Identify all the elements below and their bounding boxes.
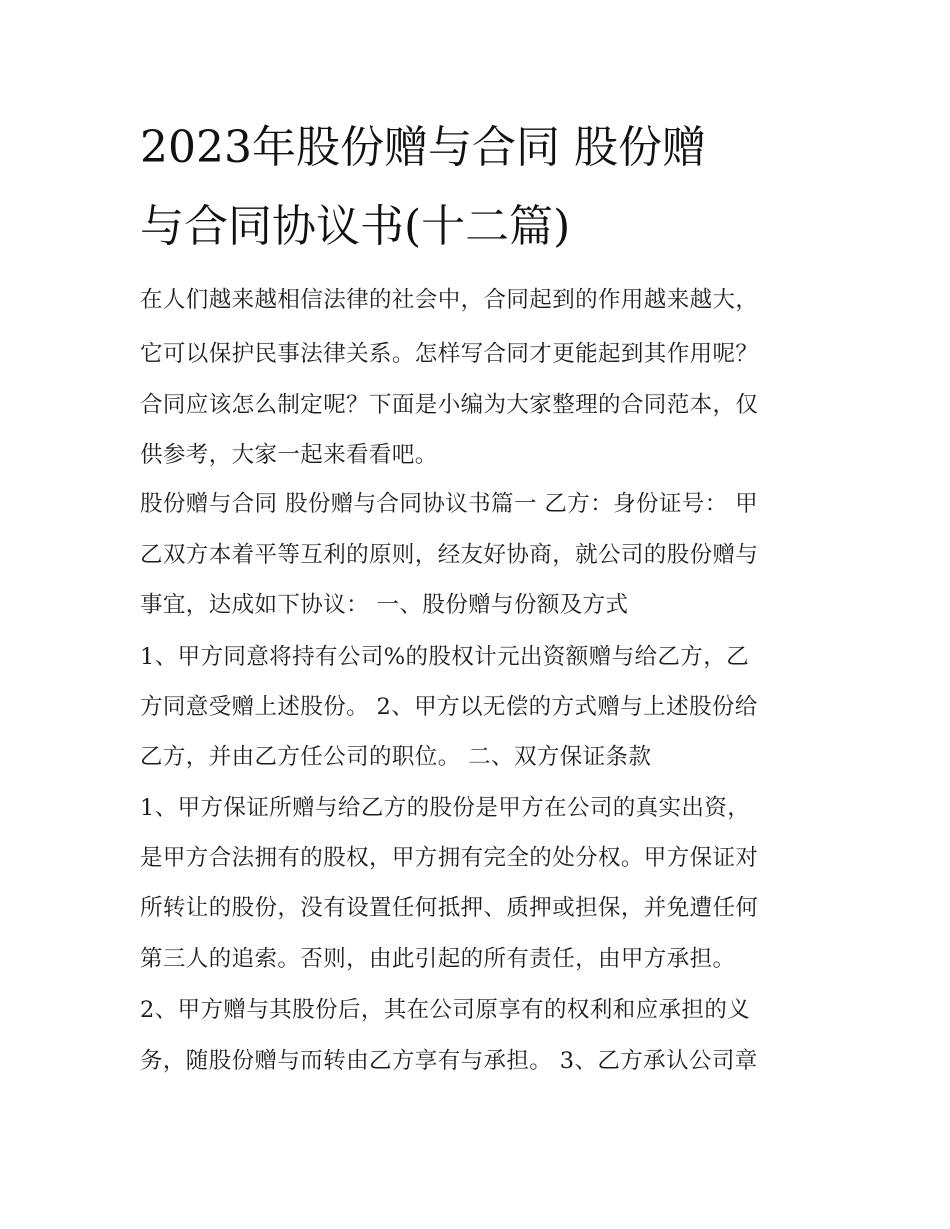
- body-line: 2、甲方赠与其股份后，其在公司原享有的权利和应承担的义: [140, 997, 751, 1023]
- body-line: 务，随股份赠与而转由乙方享有与承担。 3、乙方承认公司章: [140, 1048, 758, 1074]
- body-line: 所转让的股份，没有设置任何抵押、质押或担保，并免遭任何: [140, 895, 759, 921]
- body-line: 第三人的追索。否则，由此引起的所有责任，由甲方承担。: [140, 946, 736, 972]
- document-title-line-1: 2023年股份赠与合同 股份赠: [140, 122, 706, 173]
- body-line: 它可以保护民事法律关系。怎样写合同才更能起到其作用呢？: [140, 341, 759, 367]
- body-line: 合同应该怎么制定呢？下面是小编为大家整理的合同范本，仅: [140, 392, 759, 418]
- body-line: 在人们越来越相信法律的社会中，合同起到的作用越来越大，: [140, 287, 759, 313]
- document-title-line-2: 与合同协议书(十二篇): [140, 201, 571, 252]
- body-line: 乙方，并由乙方任公司的职位。 二、双方保证条款: [140, 744, 652, 770]
- body-line: 方同意受赠上述股份。 2、甲方以无偿的方式赠与上述股份给: [140, 694, 758, 720]
- body-line: 1、甲方保证所赠与给乙方的股份是甲方在公司的真实出资，: [140, 795, 751, 821]
- body-line: 是甲方合法拥有的股权，甲方拥有完全的处分权。甲方保证对: [140, 845, 759, 871]
- body-line: 股份赠与合同 股份赠与合同协议书篇一 乙方：身份证号： 甲: [140, 491, 759, 517]
- body-line: 事宜，达成如下协议： 一、股份赠与份额及方式: [140, 592, 629, 618]
- body-line: 乙双方本着平等互利的原则，经友好协商，就公司的股份赠与: [140, 542, 759, 568]
- body-line: 1、甲方同意将持有公司%的股权计元出资额赠与给乙方，乙: [140, 644, 749, 670]
- body-line: 供参考，大家一起来看看吧。: [140, 442, 438, 468]
